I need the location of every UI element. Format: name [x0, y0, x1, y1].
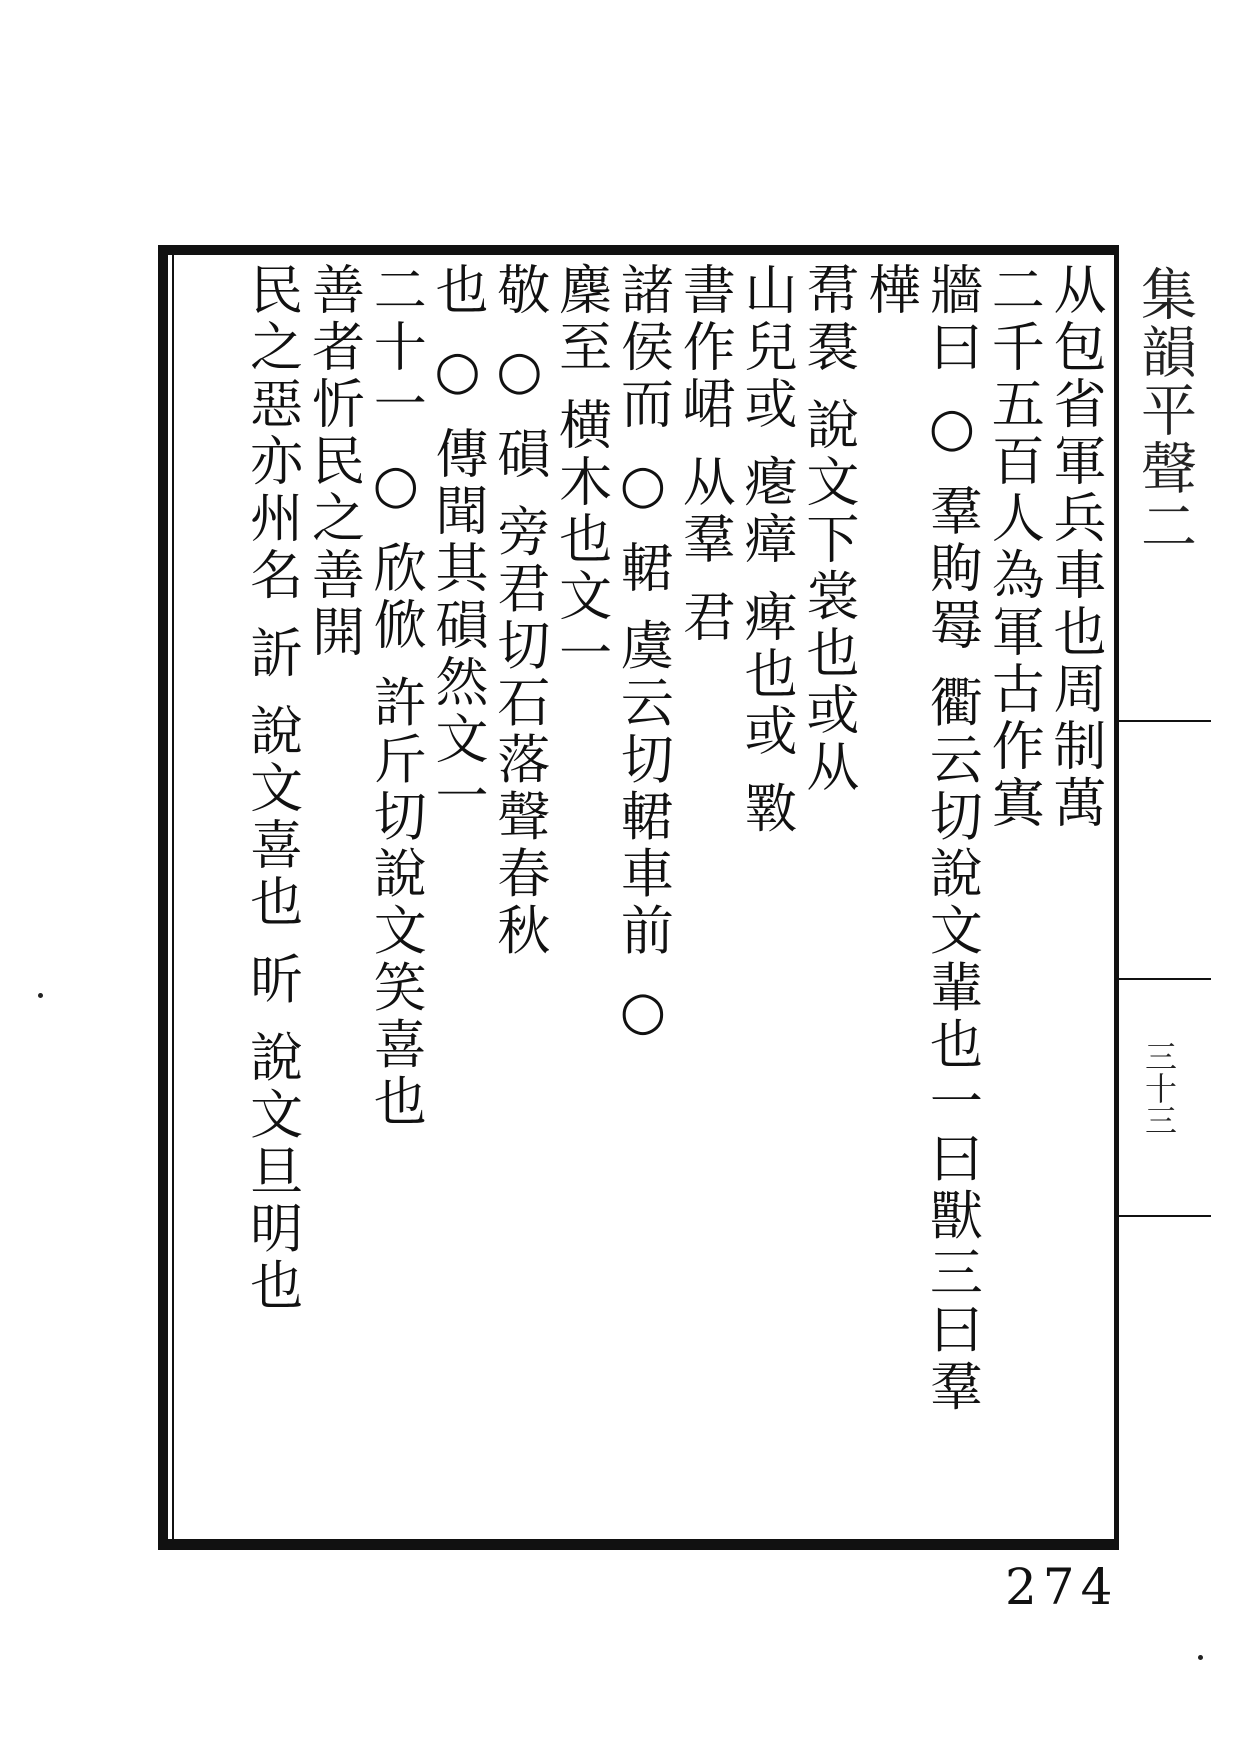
margin-border	[1116, 245, 1119, 1550]
text-column: 敬 ○ 磒 旁君切石落聲春秋	[488, 262, 550, 960]
leaf-number: 三十三	[1140, 1040, 1178, 1136]
text-column: 樺	[859, 262, 921, 319]
text-column: 諸侯而 ○ 輑 虞云切輑車前 ○	[612, 262, 674, 1046]
text-column: 民之惡亦州名 訢 說文喜也 昕 說文旦明也	[241, 262, 303, 1315]
frame-inner-rule	[172, 255, 174, 1539]
body-text	[178, 262, 1106, 1530]
ink-speck	[1198, 1655, 1203, 1660]
text-column: 善者忻民之善開	[303, 262, 365, 661]
margin-rule-1	[1116, 720, 1211, 722]
text-column: 从包省軍兵車也周制萬	[1045, 262, 1106, 832]
text-column: 山兒或 瘪瘴 痺也或 斁	[736, 262, 798, 838]
ink-speck	[38, 993, 43, 998]
margin-rule-3	[1116, 1215, 1211, 1217]
text-column: 二千五百人為軍古作寘	[983, 262, 1045, 832]
text-column: 帬裠 說文下裳也或从	[797, 262, 859, 796]
page-number: 274	[1005, 1558, 1119, 1616]
book-title: 集韻平聲二	[1132, 265, 1197, 555]
text-column: 麇至 横木也文一	[550, 262, 612, 682]
text-column: 牆曰 ○ 羣䝭䍙 衢云切說文輩也一曰獸三曰羣	[921, 262, 983, 1416]
text-column: 二十一 ○ 欣俽 許斤切說文笑喜也	[365, 262, 427, 1131]
text-column: 也 ○ 傳聞其磒然文一	[427, 262, 489, 825]
text-column: 書作峮 从羣 君	[674, 262, 736, 646]
margin-rule-2	[1116, 978, 1211, 980]
